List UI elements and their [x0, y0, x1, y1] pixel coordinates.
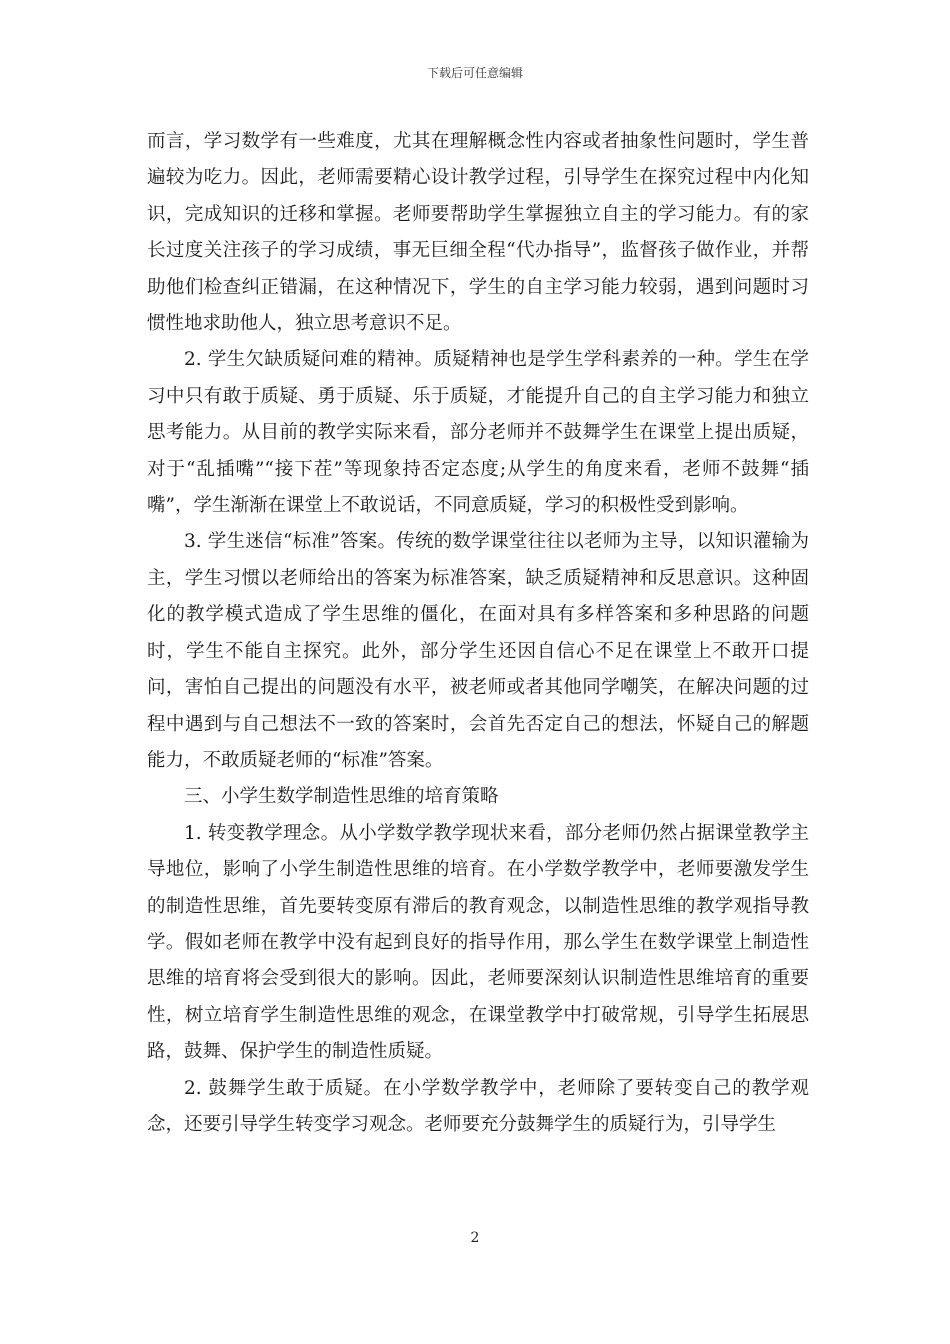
- document-body: [147, 124, 809, 1143]
- paragraph-point-3: 3. 学生迷信“标准”答案。传统的数学课堂往往以老师为主导，以知识灌输为主，学生习惯以老师给出的答案为标准答案，缺乏质疑精神和反思意识。这种固化的教学模式造成了学生思维的僵化，在面对具有多样答案和多种思路的问题时，学生不能自主探究。此外，部分学生还因自信心不足在课堂上不敢开口提问，害怕自己提出的问题没有水平，被老师或者其他同学嘲笑，在解决问题的过程中遇到与自己想法不一致的答案时，会首先否定自己的想法，怀疑自己的解题能力，不敢质疑老师的“标准”答案。: [147, 531, 809, 771]
- paragraph-strategy-1: 1. 转变教学理念。从小学数学教学现状来看，部分老师仍然占据课堂教学主导地位，影响了小学生制造性思维的培育。在小学数学教学中，老师要激发学生的制造性思维，首先要转变原有滞后的教育观念，以制造性思维的教学观指导教学。假如老师在教学中没有起到良好的指导作用，那么学生在数学课堂上制造性思维的培育将会受到很大的影响。因此，老师要深刻认识制造性思维培育的重要性，树立培育学生制造性思维的观念，在课堂教学中打破常规，引导学生拓展思路，鼓舞、保护学生的制造性质疑。: [147, 822, 809, 1063]
- paragraph-point-2: 2. 学生欠缺质疑问难的精神。质疑精神也是学生学科素养的一种。学生在学习中只有敢于质疑、勇于质疑、乐于质疑，才能提升自己的自主学习能力和独立思考能力。从目前的教学实际来看，部分老师并不鼓舞学生在课堂上提出质疑，对于“乱插嘴”“接下茬”等现象持否定态度;从学生的角度来看，老师不鼓舞“插嘴”，学生渐渐在课堂上不敢说话，不同意质疑，学习的积极性受到影响。: [147, 349, 809, 517]
- section-heading: 三、小学生数学制造性思维的培育策略: [184, 786, 499, 808]
- paragraph-strategy-2: 2. 鼓舞学生敢于质疑。在小学数学教学中，老师除了要转变自己的教学观念，还要引导学生转变学习观念。老师要充分鼓舞学生的质疑行为，引导学生: [147, 1077, 809, 1135]
- page-number: 2: [470, 1230, 480, 1246]
- page-header: 下载后可任意编辑: [426, 66, 523, 80]
- paragraph-continuation: 而言，学习数学有一些难度，尤其在理解概念性内容或者抽象性问题时，学生普遍较为吃力。因此，老师需要精心设计教学过程，引导学生在探究过程中内化知识，完成知识的迁移和掌握。老师要帮助学生掌握独立自主的学习能力。有的家长过度关注孩子的学习成绩，事无巨细全程“代办指导”，监督孩子做作业，并帮助他们检查纠正错漏，在这种情况下，学生的自主学习能力较弱，遇到问题时习惯性地求助他人，独立思考意识不足。: [147, 131, 809, 335]
